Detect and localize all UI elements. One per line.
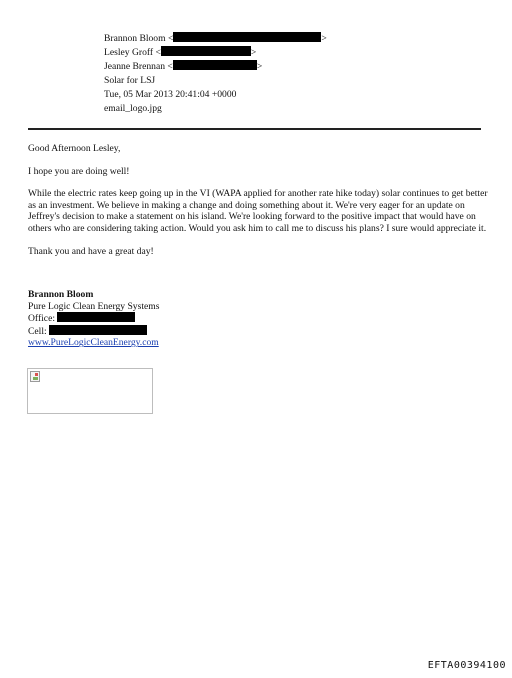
signature-name: Brannon Bloom [28, 289, 94, 300]
header-divider [28, 128, 481, 130]
signature-cell: Cell: [28, 325, 159, 338]
inline-image-placeholder [27, 368, 153, 414]
document-id: EFTA00394100 [427, 660, 506, 671]
from-value: Brannon Bloom < > [104, 33, 327, 44]
body-paragraph: While the electric rates keep going up in the VI (WAPA applied for another rate hike today) solar continues to get better as an investment. We believe in making a change and doing something about it. We're very eager for an update on Jeffrey's decision to make a statement on his island. We're looking forward to the positive impact that would have on others who are considering taking action. Would you ask him to call me to discuss his plans? I sure would appreciate it. [28, 188, 488, 234]
greeting: Good Afternoon Lesley, [28, 143, 121, 154]
signature-company: Pure Logic Clean Energy Systems [28, 300, 160, 312]
inline-images-value: email_logo.jpg [104, 103, 162, 114]
cc-value: Jeanne Brennan < > [104, 61, 263, 72]
body-paragraph: Thank you and have a great day! [28, 245, 154, 257]
to-value: Lesley Groff < > [104, 47, 257, 58]
redaction-block [161, 46, 251, 56]
redaction-block [173, 60, 257, 70]
date-value: Tue, 05 Mar 2013 20:41:04 +0000 [104, 89, 237, 100]
signature [28, 289, 159, 349]
redaction-block [173, 32, 321, 42]
redaction-block [57, 312, 135, 322]
body-paragraph: I hope you are doing well! [28, 165, 130, 177]
subject-value: Solar for LSJ [104, 75, 156, 86]
website-link[interactable]: www.PureLogicCleanEnergy.com [28, 337, 159, 349]
redaction-block [49, 325, 147, 335]
signature-office: Office: [28, 312, 159, 325]
email-body [28, 143, 488, 268]
broken-image-icon [30, 371, 40, 382]
